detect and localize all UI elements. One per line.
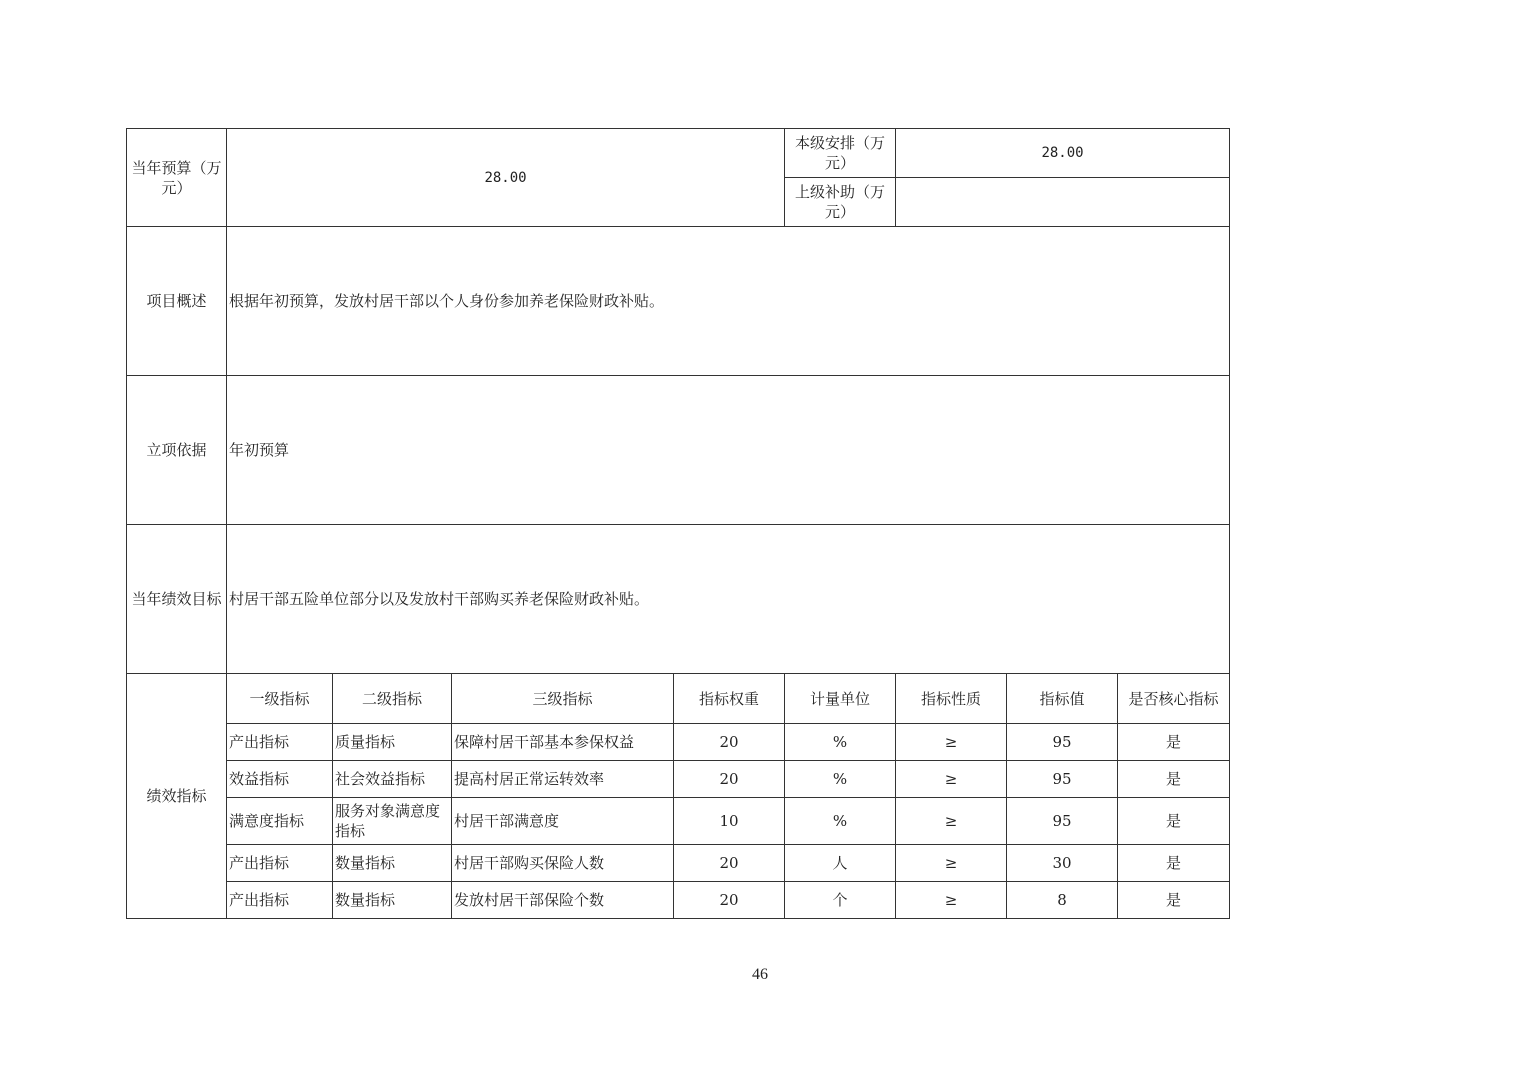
row-nature: ≥	[896, 845, 1007, 882]
row-level2: 质量指标	[333, 724, 452, 761]
row-unit: 个	[785, 882, 896, 919]
header-core: 是否核心指标	[1118, 674, 1230, 724]
row-weight: 20	[674, 724, 785, 761]
row-level1: 满意度指标	[227, 798, 333, 845]
row-unit: %	[785, 761, 896, 798]
row-weight: 20	[674, 882, 785, 919]
row-level2: 社会效益指标	[333, 761, 452, 798]
row-nature: ≥	[896, 724, 1007, 761]
row-level1: 产出指标	[227, 845, 333, 882]
performance-table	[126, 128, 1230, 919]
basis-text: 年初预算	[227, 376, 1230, 525]
table-row	[127, 845, 1230, 882]
row-level3: 村居干部购买保险人数	[452, 845, 674, 882]
table-row	[127, 882, 1230, 919]
header-nature: 指标性质	[896, 674, 1007, 724]
superior-subsidy-value	[896, 178, 1230, 227]
row-level3: 提高村居正常运转效率	[452, 761, 674, 798]
header-weight: 指标权重	[674, 674, 785, 724]
local-arrangement-label: 本级安排（万元）	[785, 129, 896, 178]
superior-subsidy-label: 上级补助（万元）	[785, 178, 896, 227]
row-value: 95	[1007, 724, 1118, 761]
header-level2: 二级指标	[333, 674, 452, 724]
row-value: 95	[1007, 798, 1118, 845]
header-level3: 三级指标	[452, 674, 674, 724]
table-row	[127, 798, 1230, 845]
row-unit: %	[785, 724, 896, 761]
row-value: 8	[1007, 882, 1118, 919]
indicators-label: 绩效指标	[127, 674, 227, 919]
header-level1: 一级指标	[227, 674, 333, 724]
row-core: 是	[1118, 761, 1230, 798]
row-unit: %	[785, 798, 896, 845]
header-unit: 计量单位	[785, 674, 896, 724]
row-weight: 20	[674, 761, 785, 798]
row-level3: 保障村居干部基本参保权益	[452, 724, 674, 761]
row-value: 30	[1007, 845, 1118, 882]
table-row	[127, 724, 1230, 761]
row-weight: 10	[674, 798, 785, 845]
page-number: 46	[752, 966, 768, 983]
row-level1: 产出指标	[227, 724, 333, 761]
budget-value: 28.00	[227, 129, 785, 227]
budget-label: 当年预算（万元）	[127, 129, 227, 227]
row-level2: 数量指标	[333, 882, 452, 919]
goal-text: 村居干部五险单位部分以及发放村干部购买养老保险财政补贴。	[227, 525, 1230, 674]
header-value: 指标值	[1007, 674, 1118, 724]
row-level1: 产出指标	[227, 882, 333, 919]
row-level1: 效益指标	[227, 761, 333, 798]
row-unit: 人	[785, 845, 896, 882]
local-arrangement-value: 28.00	[896, 129, 1230, 178]
row-core: 是	[1118, 798, 1230, 845]
row-level2: 服务对象满意度指标	[333, 798, 452, 845]
row-core: 是	[1118, 845, 1230, 882]
row-core: 是	[1118, 724, 1230, 761]
goal-label: 当年绩效目标	[127, 525, 227, 674]
row-weight: 20	[674, 845, 785, 882]
row-level3: 发放村居干部保险个数	[452, 882, 674, 919]
row-level2: 数量指标	[333, 845, 452, 882]
row-nature: ≥	[896, 761, 1007, 798]
row-core: 是	[1118, 882, 1230, 919]
basis-label: 立项依据	[127, 376, 227, 525]
table-row	[127, 761, 1230, 798]
overview-label: 项目概述	[127, 227, 227, 376]
row-level3: 村居干部满意度	[452, 798, 674, 845]
row-nature: ≥	[896, 798, 1007, 845]
row-value: 95	[1007, 761, 1118, 798]
row-nature: ≥	[896, 882, 1007, 919]
overview-text: 根据年初预算，发放村居干部以个人身份参加养老保险财政补贴。	[227, 227, 1230, 376]
